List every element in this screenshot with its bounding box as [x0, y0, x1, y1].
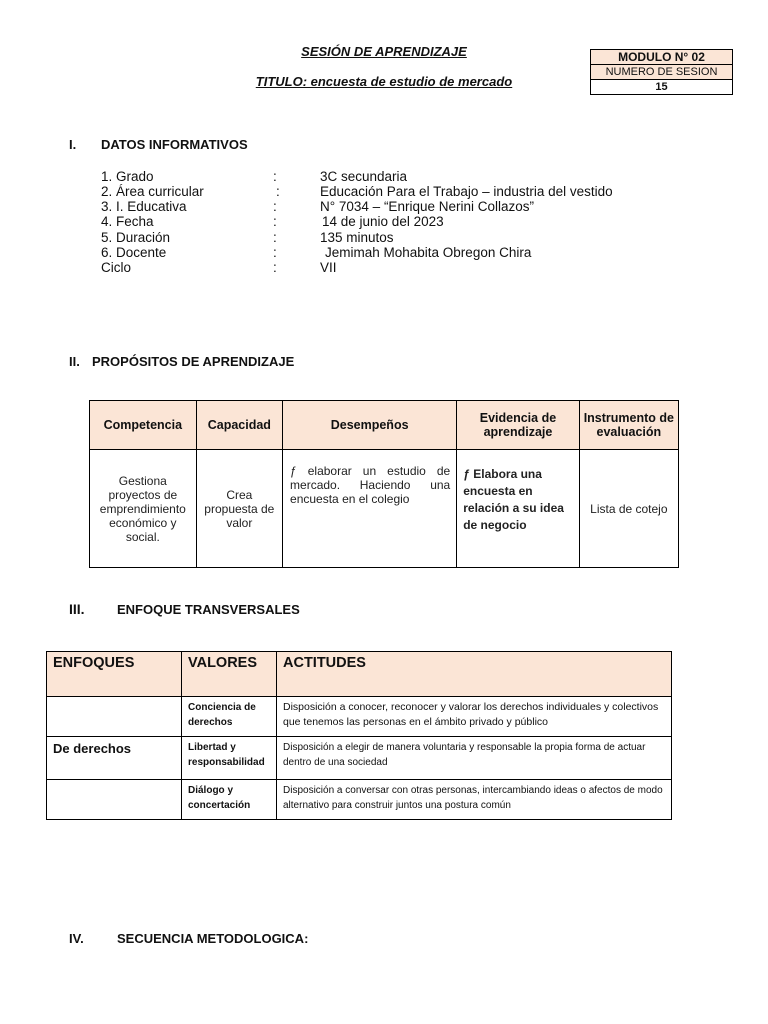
info-colon: : — [273, 245, 277, 260]
header-competencia: Competencia — [90, 401, 197, 450]
header-enfoques: ENFOQUES — [47, 652, 182, 697]
section2-title: PROPÓSITOS DE APRENDIZAJE — [92, 354, 295, 369]
session-subtitle: TITULO: encuesta de estudio de mercado — [255, 74, 513, 89]
cell-enfoque-empty — [47, 780, 182, 820]
section3-number: III. — [69, 601, 85, 617]
section2-number: II. — [69, 354, 80, 369]
cell-enfoque: De derechos — [47, 737, 182, 780]
info-label: Ciclo — [101, 260, 132, 275]
cell-competencia: Gestiona proyectos de emprendimiento económico y social. — [90, 450, 197, 568]
header-instrumento: Instrumento de evaluación — [579, 401, 678, 450]
cell-evidencia: ƒ Elabora una encuesta en relación a su idea de negocio — [457, 450, 579, 568]
section4-title: SECUENCIA METODOLOGICA: — [117, 931, 309, 946]
module-box — [590, 49, 733, 95]
info-label: 6. Docente — [101, 245, 167, 260]
info-value: N° 7034 – “Enrique Nerini Collazos” — [320, 199, 534, 214]
cell-enfoque-empty — [47, 697, 182, 737]
cell-actitud: Disposición a conocer, reconocer y valorar los derechos individuales y colectivos que tenemos las personas en el ámbito privado y público — [277, 697, 672, 737]
cell-instrumento: Lista de cotejo — [579, 450, 678, 568]
cell-actitud: Disposición a conversar con otras personas, intercambiando ideas o afectos de modo alternativo para construir juntos una postura común — [277, 780, 672, 820]
header-desempenos: Desempeños — [283, 401, 457, 450]
info-value: Jemimah Mohabita Obregon Chira — [325, 245, 532, 260]
info-value: Educación Para el Trabajo – industria del vestido — [320, 184, 613, 199]
info-value: 14 de junio del 2023 — [322, 214, 444, 229]
info-colon: : — [273, 230, 277, 245]
purposes-table — [89, 400, 679, 568]
session-title: SESIÓN DE APRENDIZAJE — [301, 44, 467, 59]
cell-valor: Diálogo y concertación — [182, 780, 277, 820]
header-valores: VALORES — [182, 652, 277, 697]
info-value: 135 minutos — [320, 230, 394, 245]
info-value: VII — [320, 260, 337, 275]
cell-capacidad: Crea propuesta de valor — [196, 450, 282, 568]
cell-valor: Conciencia de derechos — [182, 697, 277, 737]
info-colon: : — [273, 199, 277, 214]
session-number-label: NUMERO DE SESION — [591, 65, 732, 80]
section4-number: IV. — [69, 931, 84, 946]
info-colon: : — [273, 260, 277, 275]
cell-desempenos: ƒ elaborar un estudio de mercado. Haciendo una encuesta en el colegio — [283, 450, 457, 568]
cell-actitud: Disposición a elegir de manera voluntaria y responsable la propia forma de actuar dentro de una sociedad — [277, 737, 672, 780]
section3-title: ENFOQUE TRANSVERSALES — [117, 602, 300, 617]
info-label: 3. I. Educativa — [101, 199, 187, 214]
transversal-table — [46, 651, 672, 820]
info-colon: : — [276, 184, 280, 199]
info-label: 2. Área curricular — [101, 184, 204, 199]
info-label: 1. Grado — [101, 169, 154, 184]
session-number-value: 15 — [655, 81, 668, 93]
info-label: 5. Duración — [101, 230, 171, 245]
cell-valor: Libertad y responsabilidad — [182, 737, 277, 780]
info-colon: : — [273, 169, 277, 184]
header-capacidad: Capacidad — [196, 401, 282, 450]
header-actitudes: ACTITUDES — [277, 652, 672, 697]
section1-number: I. — [69, 137, 77, 152]
info-colon: : — [273, 214, 277, 229]
info-value: 3C secundaria — [320, 169, 408, 184]
section1-title: DATOS INFORMATIVOS — [101, 137, 248, 152]
header-evidencia: Evidencia de aprendizaje — [457, 401, 579, 450]
module-label: MODULO N° 02 — [591, 50, 732, 65]
info-label: 4. Fecha — [101, 214, 154, 229]
